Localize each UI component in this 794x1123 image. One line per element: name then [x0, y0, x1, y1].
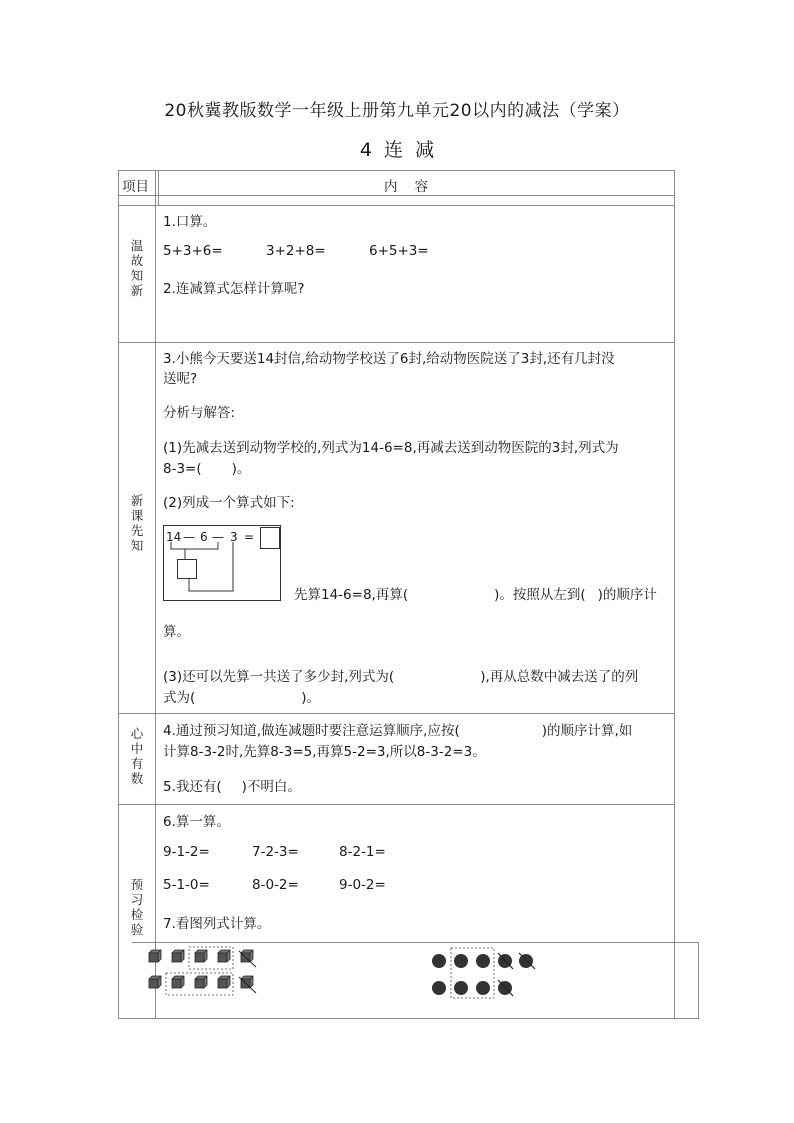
cube-icon — [172, 950, 184, 962]
page-title: 20秋冀教版数学一年级上册第九单元20以内的减法（学案） — [164, 101, 630, 121]
diagram-number: 14 — [166, 530, 182, 544]
lesson-subtitle: 4 连 减 — [359, 139, 435, 161]
q6-item: 8-0-2= — [252, 877, 299, 893]
dot-icon — [432, 954, 446, 968]
q1-item: 5+3+6= — [163, 243, 223, 259]
q4-line2: 计算8-3-2时,先算8-3=5,再算5-2=3,所以8-3-2=3。 — [163, 744, 486, 760]
q6-item: 8-2-1= — [339, 844, 386, 860]
analysis-heading: 分析与解答: — [163, 405, 236, 421]
dot-icon — [432, 981, 446, 995]
cube-icon — [195, 976, 207, 988]
part2-text: (2)列成一个算式如下: — [163, 495, 295, 511]
diagram-minus: — — [183, 530, 195, 544]
section-label-check: 预习检验 — [130, 877, 144, 937]
diagram-number: 6 — [200, 530, 208, 544]
cube-icon — [149, 976, 161, 988]
q6-item: 9-1-2= — [163, 844, 210, 860]
intermediate-box[interactable] — [177, 559, 197, 579]
part2b-line1: 先算14-6=8,再算( )。按照从左到( )的顺序计 — [294, 587, 657, 603]
q4-line1: 4.通过预习知道,做连减题时要注意运算顺序,应按( )的顺序计算,如 — [163, 723, 633, 739]
header-item: 项目 — [122, 179, 149, 195]
cubes-picture — [140, 945, 265, 1000]
diagram-minus: — — [212, 530, 224, 544]
dots-picture — [425, 945, 545, 1000]
section-label-think: 心中有数 — [130, 726, 144, 786]
dot-icon — [519, 954, 533, 968]
part3-line1: (3)还可以先算一共送了多少封,列式为( ),再从总数中减去送了的列 — [163, 669, 639, 685]
q3-line1: 3.小熊今天要送14封信,给动物学校送了6封,给动物医院送了3封,还有几封没 — [163, 351, 615, 367]
cube-icon — [172, 976, 184, 988]
section-label-review: 温故知新 — [130, 238, 144, 298]
part1-line2: 8-3=( )。 — [163, 461, 251, 477]
cube-icon — [195, 950, 207, 962]
cube-icon — [218, 976, 230, 988]
q5-text: 5.我还有( )不明白。 — [163, 779, 301, 795]
diagram-number: 3 — [230, 530, 238, 544]
q1-item: 3+2+8= — [266, 243, 326, 259]
section-label-new: 新课先知 — [130, 493, 144, 553]
dot-icon — [454, 981, 468, 995]
q3-line2: 送呢? — [163, 371, 198, 387]
q6-text: 6.算一算。 — [163, 814, 230, 830]
cube-icon — [241, 950, 253, 962]
cube-icon — [218, 950, 230, 962]
q1-text: 1.口算。 — [163, 214, 217, 230]
q6-item: 5-1-0= — [163, 877, 210, 893]
q2-text: 2.连减算式怎样计算呢? — [163, 281, 305, 297]
header-content: 内 容 — [384, 179, 429, 195]
q6-item: 7-2-3= — [252, 844, 299, 860]
part1-line1: (1)先减去送到动物学校的,列式为14-6=8,再减去送到动物医院的3封,列式为 — [163, 440, 619, 456]
part3-line2: 式为( )。 — [163, 690, 321, 706]
cube-icon — [241, 976, 253, 988]
dot-icon — [476, 981, 490, 995]
dot-icon — [454, 954, 468, 968]
cube-icon — [149, 950, 161, 962]
q6-item: 9-0-2= — [339, 877, 386, 893]
part2b-line2: 算。 — [163, 624, 190, 640]
q1-item: 6+5+3= — [369, 243, 429, 259]
q7-text: 7.看图列式计算。 — [163, 916, 271, 932]
diagram-equals: = — [244, 530, 255, 544]
dot-icon — [476, 954, 490, 968]
